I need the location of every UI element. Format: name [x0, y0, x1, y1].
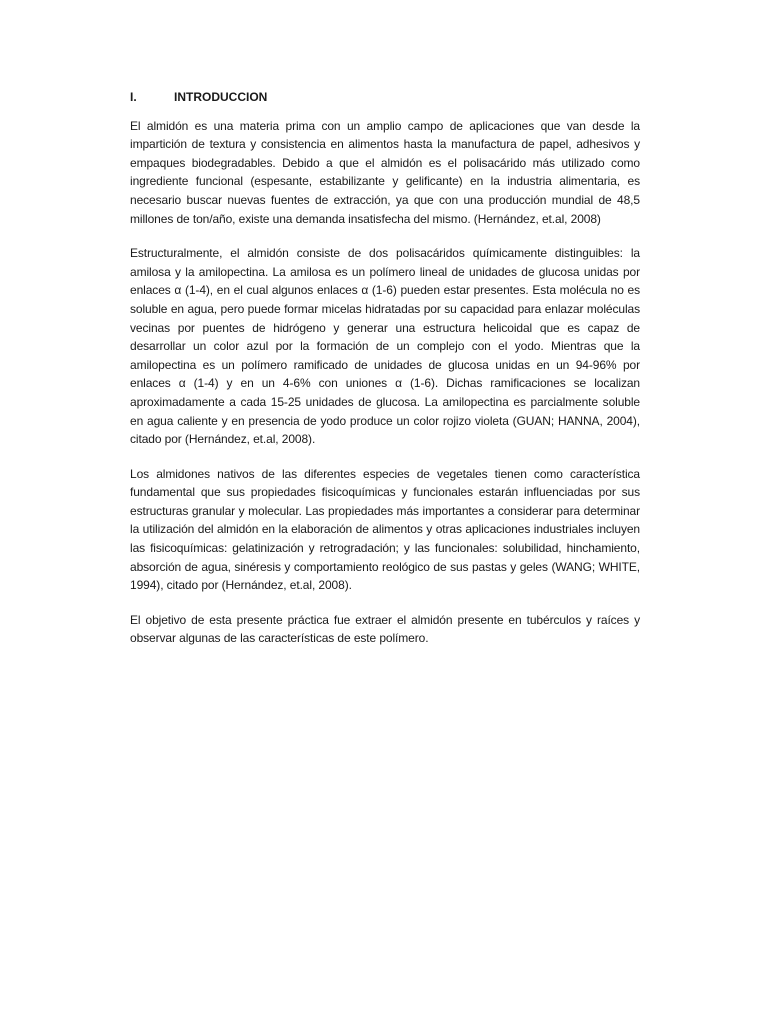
paragraph-structure: Estructuralmente, el almidón consiste de dos polisacáridos químicamente distinguibles: la amilosa y la amilopectina. La amilosa es un polímero lineal de unidades de glucosa unidas por enlaces α (1-4), en el cual algunos enlaces α (1-6) pueden estar presentes. Esta molécula no es soluble en agua, pero puede formar micelas hidratadas por su capacidad para enlazar moléculas vecinas por puentes de hidrógeno y generar una estructura helicoidal que es capaz de desarrollar un color azul por la formación de un complejo con el yodo. Mientras que la amilopectina es un polímero ramificado de unidades de glucosa unidas en un 94-96% por enlaces α (1-4) y en un 4-6% con uniones α (1-6). Dichas ramificaciones se localizan aproximadamente a cada 15-25 unidades de glucosa. La amilopectina es parcialmente soluble en agua caliente y en presencia de yodo produce un color rojizo violeta (GUAN; HANNA, 2004), citado por (Hernández, et.al, 2008). — [130, 246, 640, 447]
section-title: INTRODUCCION — [174, 90, 268, 104]
paragraph-intro: El almidón es una materia prima con un amplio campo de aplicaciones que van desde la impartición de textura y consistencia en alimentos hasta la manufactura de papel, adhesivos y empaques biodegradables. Debido a que el almidón es el polisacárido más utilizado como ingrediente funcional (espesante, estabilizante y gelificante) en la industria alimentaria, es necesario buscar nuevas fuentes de extracción, ya que con una producción mundial de 48,5 millones de ton/año, existe una demanda insatisfecha del mismo. (Hernández, et.al, 2008) — [130, 118, 640, 226]
paragraph-objective: El objetivo de esta presente práctica fue extraer el almidón presente en tubérculos y raíces y observar algunas de las características de este polímero. — [130, 612, 640, 646]
section-number: I. — [130, 90, 137, 104]
paragraph-properties: Los almidones nativos de las diferentes especies de vegetales tienen como característica fundamental que sus propiedades fisicoquímicas y funcionales estarán influenciadas por sus estructuras granular y molecular. Las propiedades más importantes a considerar para determinar la utilización del almidón en la elaboración de alimentos y otras aplicaciones industriales incluyen las fisicoquímicas: gelatinización y retrogradación; y las funcionales: solubilidad, hinchamiento, absorción de agua, sinéresis y comportamiento reológico de sus pastas y geles (WANG; WHITE, 1994), citado por (Hernández, et.al, 2008). — [130, 466, 640, 593]
section-heading — [130, 88, 640, 107]
document-page — [130, 88, 640, 664]
